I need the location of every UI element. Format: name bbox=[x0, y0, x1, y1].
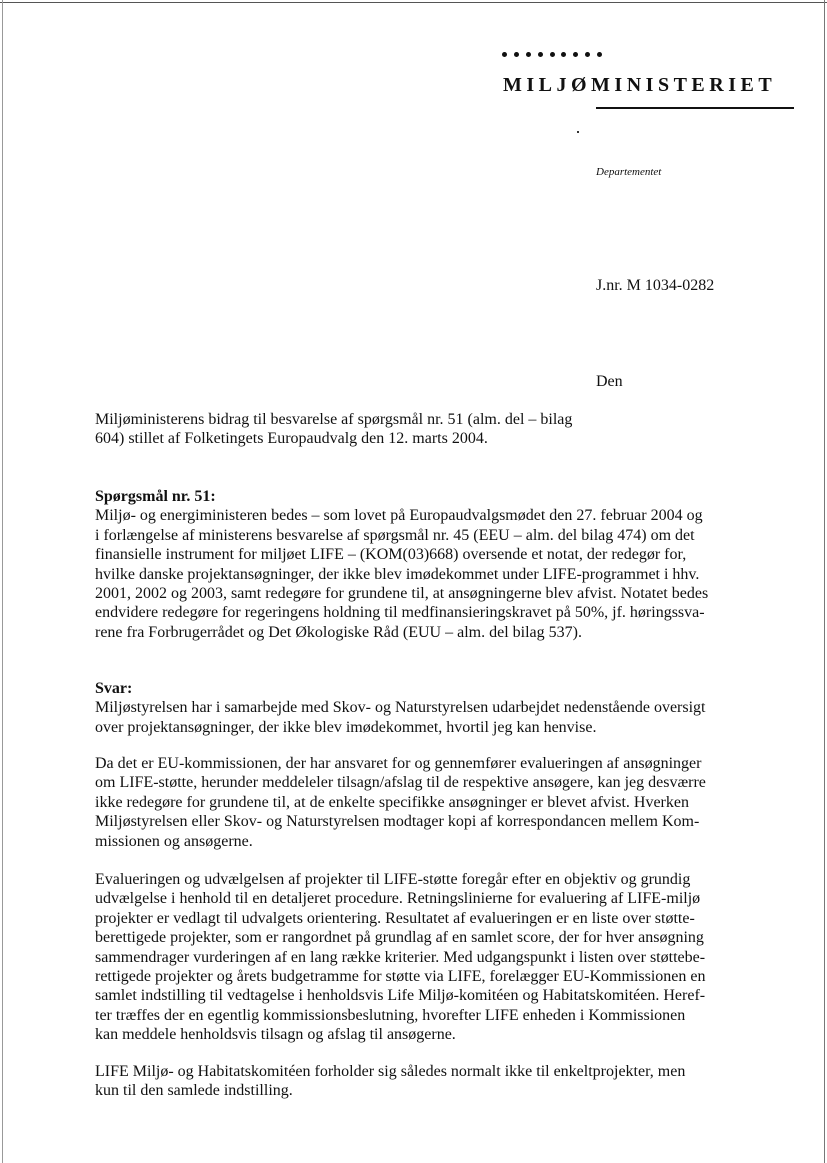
answer-heading: Svar: bbox=[95, 680, 133, 697]
answer-line: Miljøstyrelsen eller Skov- og Naturstyrelsen modtager kopi af korrespondancen mellem Kom- bbox=[95, 813, 700, 831]
intro-line: Miljøministerens bidrag til besvarelse af spørgsmål nr. 51 (alm. del – bilag bbox=[95, 411, 573, 428]
answer-line: Miljøstyrelsen har i samarbejde med Skov- og Naturstyrelsen udarbejdet nedenstående oversigt bbox=[95, 699, 706, 717]
answer-line: over projektansøgninger, der ikke blev imødekommet, hvortil jeg kan henvise. bbox=[95, 718, 597, 736]
answer-line: kan meddele henholdsvis tilsagn og afslag til ansøgerne. bbox=[95, 1026, 456, 1044]
logo-dot bbox=[526, 52, 531, 57]
logo-dot bbox=[573, 52, 578, 57]
answer-line: ter træffes der en egentlig kommissionsbeslutning, hvorefter LIFE enheden i Kommissionen bbox=[95, 1006, 686, 1024]
logo-dot bbox=[514, 52, 519, 57]
question-heading: Spørgsmål nr. 51: bbox=[95, 488, 216, 505]
scan-top-border bbox=[0, 2, 827, 3]
question-line: 2001, 2002 og 2003, samt redegøre for grundene til, at ansøgningerne blev afvist. Notatet bedes bbox=[95, 585, 709, 603]
logo-dot bbox=[585, 52, 590, 57]
answer-line: Da det er EU-kommissionen, der har ansvaret for og gennemfører evalueringen af ansøgninger bbox=[95, 755, 702, 772]
answer-line: LIFE Miljø- og Habitatskomitéen forholder sig således normalt ikke til enkeltprojekter, men bbox=[95, 1063, 686, 1080]
logo-dot bbox=[502, 52, 507, 57]
answer-paragraph-4 bbox=[95, 1062, 755, 1101]
logo-underline bbox=[596, 107, 794, 109]
answer-line: missionen og ansøgerne. bbox=[95, 832, 253, 850]
answer-paragraph-2 bbox=[95, 754, 755, 851]
question-section bbox=[95, 487, 755, 642]
logo-dot bbox=[538, 52, 543, 57]
logo-dot bbox=[597, 52, 602, 57]
question-line: i forlængelse af ministerens besvarelse af spørgsmål nr. 45 (EEU – alm. del bilag 474) om det bbox=[95, 526, 695, 544]
scan-speck bbox=[577, 131, 579, 133]
question-line: endvidere redegøre for regeringens holdning til medfinansieringskravet på 50%, jf. høringssva- bbox=[95, 604, 705, 622]
question-line: finansielle instrument for miljøet LIFE – (KOM(03)668) oversende et notat, der redegør for, bbox=[95, 546, 687, 564]
answer-line: sammendrager vurderingen af en lang række kriterier. Med udgangspunkt i listen over støttebe- bbox=[95, 948, 706, 966]
answer-line: projekter er vedlagt til udvalgets orientering. Resultatet af evalueringen er en liste over støtte- bbox=[95, 909, 695, 927]
intro-paragraph bbox=[95, 410, 755, 449]
answer-line: ikke redegøre for grundene til, at de enkelte specifikke ansøgninger er blevet afvist. Hverken bbox=[95, 793, 689, 811]
answer-line: samlet indstilling til vedtagelse i henholdsvis Life Miljø-komitéen og Habitatskomitéen. Heref- bbox=[95, 987, 706, 1005]
ministry-name: MILJØMINISTERIET bbox=[503, 74, 777, 96]
logo-dot bbox=[550, 52, 555, 57]
journal-number: J.nr. M 1034-0282 bbox=[596, 277, 715, 294]
intro-line: 604) stillet af Folketingets Europaudvalg den 12. marts 2004. bbox=[95, 430, 488, 448]
scan-right-border bbox=[824, 0, 825, 1163]
department-label: Departementet bbox=[596, 166, 662, 178]
date-line: Den bbox=[596, 373, 623, 390]
answer-paragraph-3 bbox=[95, 870, 755, 1045]
answer-line: rettigede projekter og årets budgetramme for støtte via LIFE, forelægger EU-Kommissionen en bbox=[95, 968, 706, 986]
answer-line: om LIFE-støtte, herunder meddeleler tilsagn/afslag til de respektive ansøgere, kan jeg desværre bbox=[95, 774, 706, 792]
answer-line: udvælgelse i henhold til en detaljeret procedure. Retningslinierne for evaluering af LIFE-miljø bbox=[95, 890, 701, 908]
answer-line: kun til den samlede indstilling. bbox=[95, 1082, 293, 1100]
answer-section bbox=[95, 679, 755, 737]
question-line: Miljø- og energiministeren bedes – som lovet på Europaudvalgsmødet den 27. februar 2004 og bbox=[95, 507, 703, 525]
answer-line: berettigede projekter, som er rangordnet på grundlag af en samlet score, der for hver ansøgning bbox=[95, 929, 704, 947]
logo-dot bbox=[561, 52, 566, 57]
question-line: rene fra Forbrugerrådet og Det Økologiske Råd (EUU – alm. del bilag 537). bbox=[95, 623, 582, 641]
logo-dots bbox=[502, 52, 602, 57]
answer-line: Evalueringen og udvælgelsen af projekter til LIFE-støtte foregår efter en objektiv og grundig bbox=[95, 871, 691, 888]
scan-left-border bbox=[2, 0, 3, 1163]
question-line: hvilke danske projektansøgninger, der ikke blev imødekommet under LIFE-programmet i hhv. bbox=[95, 565, 700, 583]
